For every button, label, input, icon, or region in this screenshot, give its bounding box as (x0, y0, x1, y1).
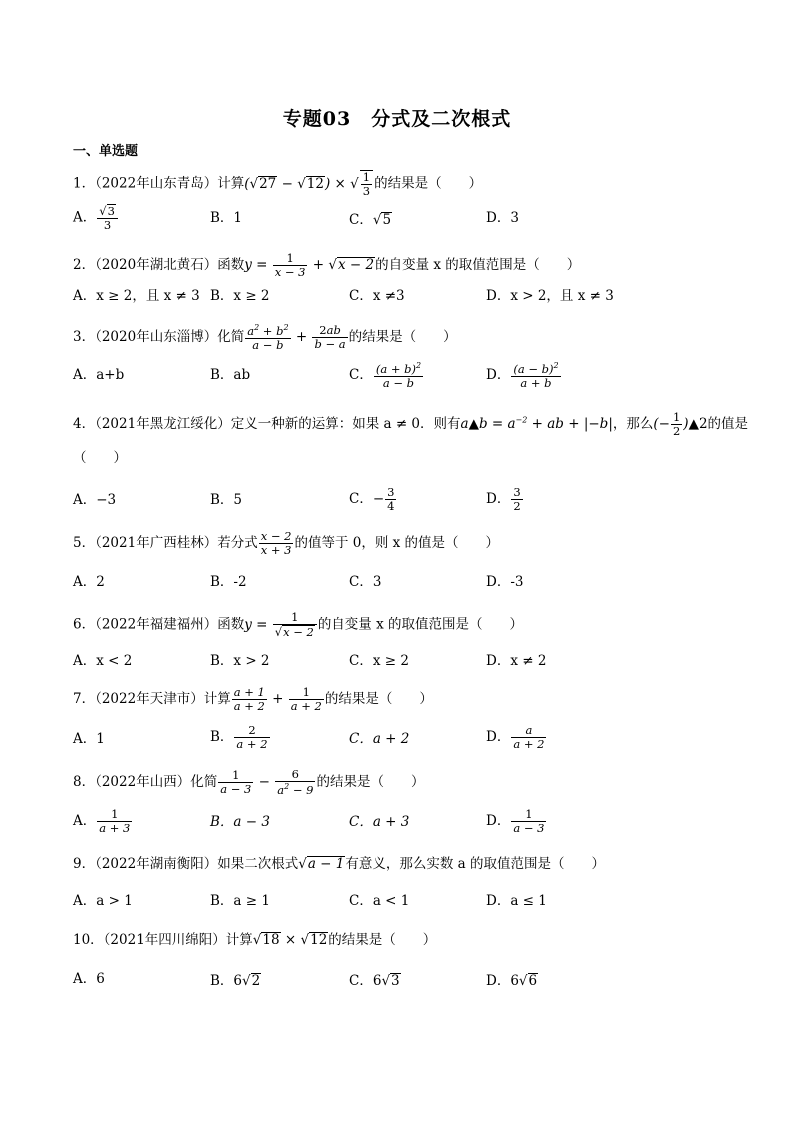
question-8-formula: $\frac{1}{a - 3}$ − $\frac{6}{a^2 - 9}$ (220, 767, 314, 798)
question-1-stem: 1．（2022年山东青岛）计算 (73, 175, 245, 192)
question-10-option-b[interactable]: B．6√2 (210, 973, 261, 989)
question-2-formula: y = $\frac{1}{x - 3}$ + √x − 2 (244, 251, 375, 280)
question-7: 7．（2022年天津市）计算 $\frac{a + 1}{a + 2}$ + $\frac{1}{a + 2}$ 的结果是（ ） (73, 685, 433, 714)
question-4-option-a[interactable]: A．−3 (73, 492, 117, 508)
question-1-option-d[interactable]: D．3 (486, 210, 519, 226)
question-6-option-d[interactable]: D．x ≠ 2 (486, 653, 547, 669)
question-6-option-a[interactable]: A．x < 2 (73, 653, 133, 669)
question-10-option-c[interactable]: C．6√3 (349, 973, 400, 989)
question-4-option-d[interactable]: D． $\frac{3}{2}$ (486, 485, 521, 514)
question-2-option-a[interactable]: A．x ≥ 2，且 x ≠ 3 (73, 288, 200, 304)
question-7-option-d[interactable]: D． $\frac{a}{a + 2}$ (486, 723, 545, 752)
question-1 (73, 170, 482, 198)
question-2-option-c[interactable]: C．x ≠3 (349, 288, 405, 304)
question-2-option-b[interactable]: B．x ≥ 2 (210, 288, 270, 304)
question-8-option-c[interactable]: C．a + 3 (349, 814, 410, 830)
question-8: 8．（2022年山西）化简 $\frac{1}{a - 3}$ − $\frac{6}{a^2 - 9}$ 的结果是（ ） (73, 767, 425, 798)
question-9-option-b[interactable]: B．a ≥ 1 (210, 893, 270, 909)
question-1-option-b[interactable]: B．1 (210, 210, 243, 226)
question-3-option-b[interactable]: B．ab (210, 367, 251, 383)
question-8-option-a[interactable]: A． $\frac{1}{a + 3}$ (73, 807, 131, 836)
question-5-option-c[interactable]: C．3 (349, 574, 382, 590)
question-3: 3．（2020年山东淄博）化简 $\frac{a^2 + b^2}{a - b}$ + $\frac{2ab}{b - a}$ 的结果是（ ） (73, 322, 457, 353)
question-9-option-c[interactable]: C．a < 1 (349, 893, 410, 909)
question-3-option-a[interactable]: A．a+b (73, 367, 125, 383)
question-7-option-c[interactable]: C．a + 2 (349, 731, 410, 747)
question-1-formula: (√27 − √12) × √ $\frac{1}{3}$ (244, 176, 374, 192)
question-9: 9．（2022年湖南衡阳）如果二次根式√a − 1有意义，那么实数 a 的取值范围是（ ） (73, 856, 605, 872)
question-4-definition: a▲b = $a^{-2}$ + ab + |−b| (460, 415, 613, 433)
question-9-option-d[interactable]: D．a ≤ 1 (486, 893, 547, 909)
question-4: 4．（2021年黑龙江绥化）定义一种新的运算：如果 a ≠ 0．则有a▲b = $a^{-2}$ + ab + |−b|，那么(− $\frac{1}{2}$ )▲2的值是 (73, 410, 749, 439)
question-4-option-c[interactable]: C．− $\frac{3}{4}$ (349, 485, 395, 514)
question-6: 6．（2022年福建福州）函数y = $\frac{1}{√x - 2}$ 的自变量 x 的取值范围是（ ） (73, 610, 524, 640)
question-6-option-c[interactable]: C．x ≥ 2 (349, 653, 409, 669)
question-8-option-b[interactable]: B．a − 3 (210, 814, 270, 830)
question-7-option-b[interactable]: B． $\frac{2}{a + 2}$ (210, 723, 268, 752)
question-1-option-a[interactable]: A． $\frac{√3}{3}$ (73, 204, 119, 232)
question-3-option-d[interactable]: D． $\frac{(a - b)^2}{a + b}$ (486, 361, 559, 391)
question-4-line2: （ ） (73, 450, 127, 466)
question-5: 5．（2021年广西桂林）若分式 $\frac{x - 2}{x + 3}$ 的值等于 0，则 x 的值是（ ） (73, 529, 500, 558)
question-7-formula: $\frac{a + 1}{a + 2}$ + $\frac{1}{a + 2}$ (233, 685, 322, 714)
question-10-option-a[interactable]: A．6 (73, 971, 105, 987)
question-10: 10．（2021年四川绵阳）计算√18 × √12的结果是（ ） (73, 932, 437, 948)
question-4-expression: (− $\frac{1}{2}$ )▲2 (653, 410, 708, 439)
question-5-formula: $\frac{x - 2}{x + 3}$ (260, 529, 292, 558)
page-title: 专题03 分式及二次根式 (282, 108, 512, 130)
question-1-option-c[interactable]: C．√5 (349, 212, 392, 228)
question-9-option-a[interactable]: A．a > 1 (73, 893, 133, 909)
question-3-option-c[interactable]: C． $\frac{(a + b)^2}{a - b}$ (349, 361, 422, 391)
question-6-formula: y = $\frac{1}{√x - 2}$ (244, 617, 318, 633)
question-10-formula: √18 × √12 (252, 932, 328, 948)
question-5-option-b[interactable]: B．-2 (210, 574, 247, 590)
section-heading: 一、单选题 (73, 144, 139, 159)
question-2-option-d[interactable]: D．x > 2，且 x ≠ 3 (486, 288, 614, 304)
question-5-option-a[interactable]: A．2 (73, 574, 105, 590)
question-1-stem-end: 的结果是（ ） (374, 175, 483, 192)
question-8-option-d[interactable]: D． $\frac{1}{a - 3}$ (486, 807, 545, 836)
question-10-option-d[interactable]: D．6√6 (486, 973, 538, 989)
question-2: 2．（2020年湖北黄石）函数y = $\frac{1}{x - 3}$ + √x − 2的自变量 x 的取值范围是（ ） (73, 251, 581, 280)
question-9-formula: √a − 1 (298, 856, 345, 872)
question-4-option-b[interactable]: B．5 (210, 492, 243, 508)
question-7-option-a[interactable]: A．1 (73, 731, 105, 747)
question-6-option-b[interactable]: B．x > 2 (210, 653, 270, 669)
question-3-formula: $\frac{a^2 + b^2}{a - b}$ + $\frac{2ab}{b - a}$ (247, 322, 346, 353)
question-5-option-d[interactable]: D．-3 (486, 574, 524, 590)
